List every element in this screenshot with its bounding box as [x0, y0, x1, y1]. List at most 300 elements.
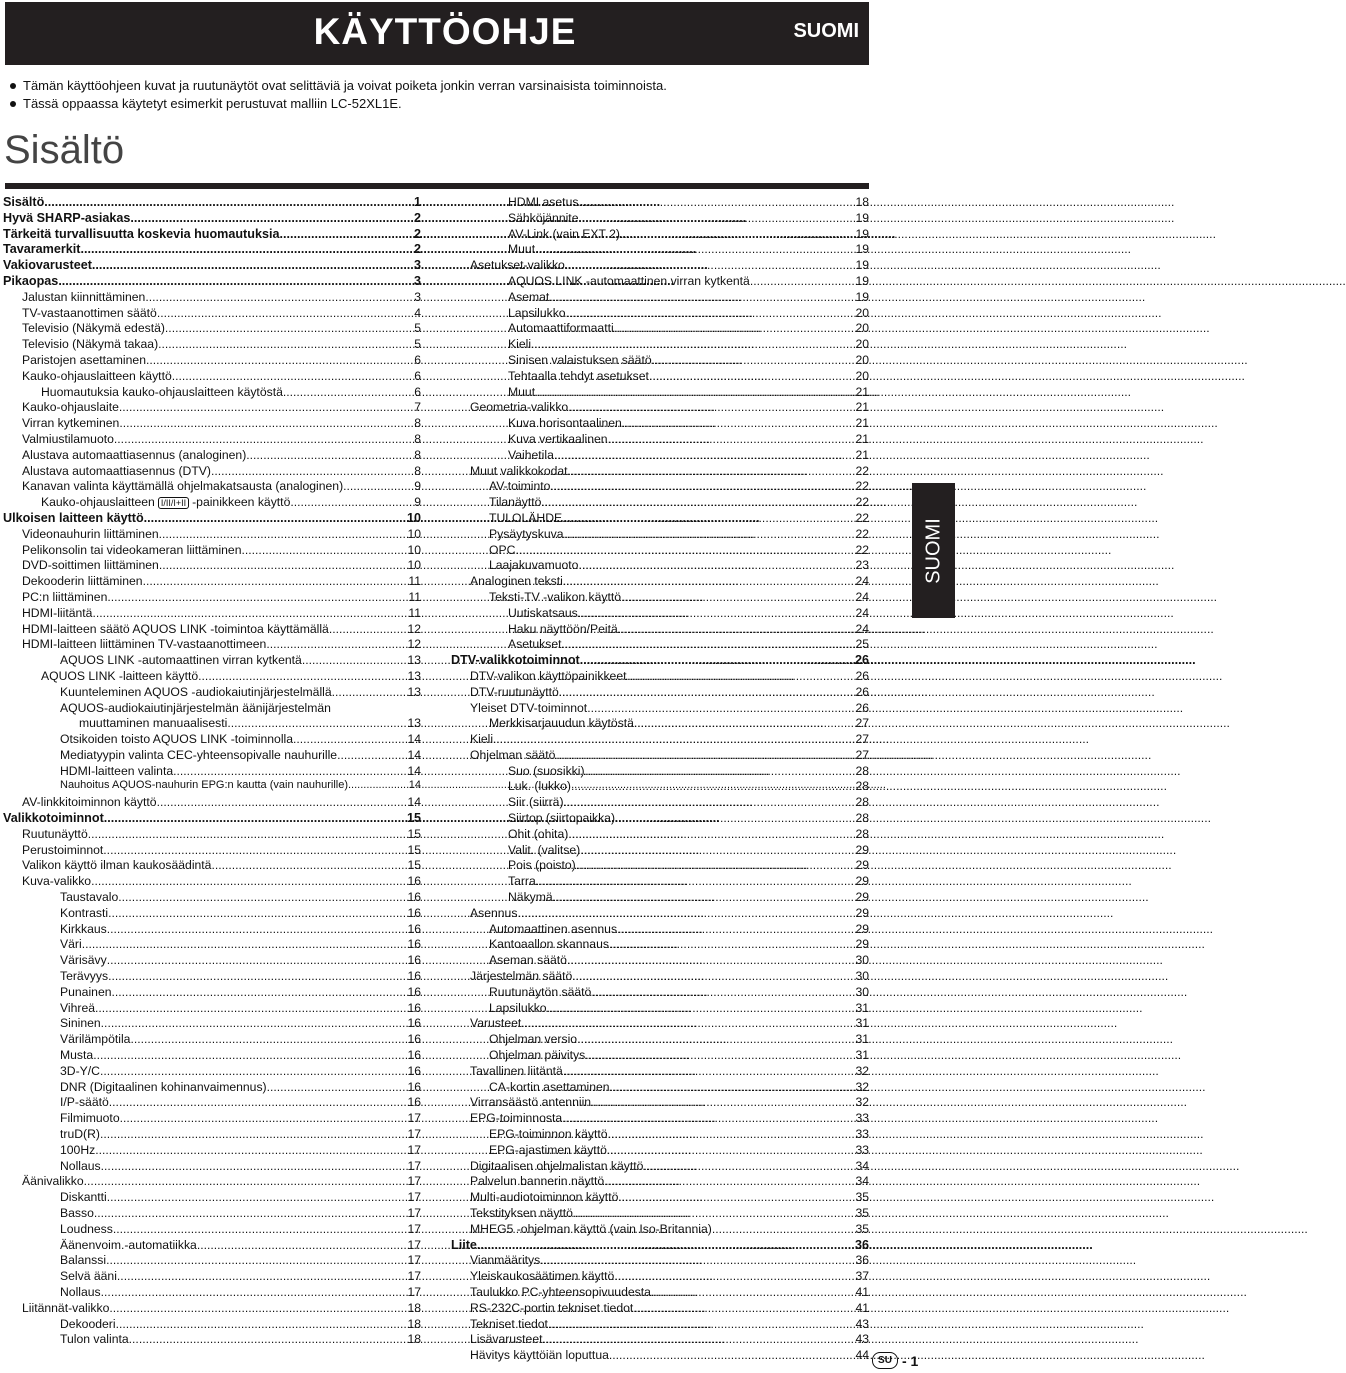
- toc-entry-page: 14: [407, 763, 421, 778]
- toc-leader-dots: [107, 1190, 407, 1204]
- toc-entry-page: 24: [855, 621, 869, 636]
- toc-entry-page: 17: [407, 1206, 421, 1220]
- toc-leader-dots: [114, 432, 413, 446]
- toc-entry-page: 28: [855, 795, 869, 810]
- toc-entry: [3, 1317, 421, 1333]
- toc-leader-dots: [101, 1016, 407, 1030]
- toc-leader-dots: [541, 495, 854, 509]
- toc-entry-page: 11: [408, 605, 421, 620]
- toc-entry-page: 10: [407, 558, 421, 573]
- toc-entry: [3, 416, 421, 432]
- toc-leader-dots: [559, 685, 855, 699]
- toc-leader-dots: [144, 511, 406, 525]
- toc-entry: [451, 827, 869, 843]
- toc-entry-page: 35: [855, 1190, 869, 1205]
- toc-entry-label: AV-Link (vain EXT 2): [508, 226, 620, 241]
- toc-entry-label: Värilämpötila: [60, 1032, 131, 1047]
- toc-entry-label: Virransäästö antenniin: [470, 1095, 592, 1110]
- toc-leader-dots: [101, 1285, 407, 1299]
- toc-leader-dots: [211, 858, 406, 872]
- toc-leader-dots: [580, 653, 854, 667]
- toc-leader-dots: [568, 464, 855, 478]
- toc-entry-page: 21: [855, 400, 869, 415]
- toc-leader-dots: [266, 637, 406, 651]
- toc-entry-label: Asemat: [508, 289, 550, 304]
- toc-entry: [451, 606, 869, 622]
- toc-entry-label: Muut: [508, 242, 536, 257]
- toc-entry-label: Pelikonsolin tai videokameran liittäminen: [22, 542, 242, 557]
- toc-entry-label: Äänivalikko: [22, 1174, 84, 1189]
- toc-entry: [3, 274, 421, 290]
- toc-leader-dots: [614, 1269, 854, 1283]
- toc-entry-label: Äänenvoim.-automatiikka: [60, 1237, 197, 1252]
- toc-leader-dots: [88, 827, 407, 841]
- toc-leader-dots: [227, 716, 406, 730]
- toc-entry-page: 13: [407, 653, 421, 668]
- toc-leader-dots: [130, 211, 413, 225]
- toc-entry-label: Laajakuvamuoto: [489, 558, 579, 573]
- toc-entry: [3, 922, 421, 938]
- toc-leader-dots: [563, 574, 855, 588]
- toc-entry-page: 15: [407, 826, 421, 841]
- toc-entry-page: 16: [407, 937, 421, 952]
- toc-entry-label: Nollaus: [60, 1284, 101, 1299]
- toc-leader-dots: [571, 779, 854, 793]
- toc-entry-page: 22: [855, 542, 869, 557]
- toc-entry: [3, 1206, 421, 1222]
- toc-entry-page: 11: [408, 574, 421, 589]
- toc-column-right: [451, 195, 869, 1364]
- toc-entry-label: Paristojen asettaminen: [22, 352, 146, 367]
- toc-entry-label: Luk. (lukko): [508, 779, 571, 794]
- toc-entry-label: EPG-toiminnon käyttö: [489, 1127, 608, 1142]
- toc-entry-page: 10: [407, 542, 421, 557]
- toc-entry-label: Nauhoitus AQUOS-nauhurin EPG:n kautta (vain nauhurille): [60, 779, 348, 792]
- toc-entry: [3, 606, 421, 622]
- toc-leader-dots: [568, 400, 854, 414]
- toc-entry: [3, 1001, 421, 1017]
- toc-entry: [451, 637, 869, 653]
- toc-entry: [3, 985, 421, 1001]
- toc-entry-label: EPG-toiminnosta: [470, 1111, 563, 1126]
- toc-leader-dots: [146, 353, 413, 367]
- toc-leader-dots: [157, 306, 413, 320]
- toc-leader-dots: [246, 448, 413, 462]
- toc-leader-dots: [521, 1016, 854, 1030]
- toc-entry-label: Hyvä SHARP-asiakas: [3, 210, 131, 225]
- toc-entry-page: 3: [413, 258, 421, 273]
- toc-entry-page: 18: [407, 1332, 421, 1347]
- toc-entry: [3, 937, 421, 953]
- toc-entry-label: Ohit (ohita): [508, 826, 569, 841]
- toc-entry: [451, 400, 869, 416]
- toc-leader-dots: [562, 511, 854, 525]
- toc-leader-dots: [548, 1317, 855, 1331]
- toc-leader-dots: [293, 732, 406, 746]
- toc-entry: [3, 306, 421, 322]
- toc-entry-page: 20: [855, 352, 869, 367]
- toc-leader-dots: [652, 353, 855, 367]
- toc-entry: [451, 1238, 869, 1254]
- toc-entry-page: 16: [407, 1079, 421, 1094]
- toc-entry: [3, 685, 421, 701]
- toc-leader-dots: [651, 1285, 855, 1299]
- toc-leader-dots: [172, 369, 413, 383]
- toc-leader-dots: [576, 858, 855, 872]
- section-title: Sisältö: [4, 128, 125, 172]
- toc-entry-page: 12: [407, 621, 421, 636]
- toc-leader-dots: [109, 1095, 407, 1109]
- toc-leader-dots: [610, 1080, 855, 1094]
- toc-entry-page: 23: [855, 558, 869, 573]
- toc-entry-page: 8: [414, 463, 421, 478]
- toc-entry-label: Videonauhurin liittäminen: [22, 526, 159, 541]
- toc-entry-page: 24: [855, 605, 869, 620]
- toc-leader-dots: [279, 227, 413, 241]
- toc-entry: [3, 1332, 421, 1348]
- toc-entry-label: Balanssi: [60, 1253, 107, 1268]
- toc-entry-label: I/P-säätö: [60, 1095, 109, 1110]
- toc-leader-dots: [649, 369, 855, 383]
- toc-entry-page: 3: [413, 273, 421, 288]
- toc-entry-label: Liite: [451, 1237, 477, 1252]
- toc-entry-label: Terävyys: [60, 969, 109, 984]
- toc-entry: [451, 748, 869, 764]
- toc-leader-dots: [109, 1301, 406, 1315]
- toc-entry-page: 22: [855, 479, 869, 494]
- toc-leader-dots: [536, 874, 855, 888]
- toc-leader-dots: [267, 1080, 407, 1094]
- toc-entry-label: Siirtop (siirtopaikka): [508, 811, 616, 826]
- toc-entry-label: Analoginen teksti: [470, 574, 563, 589]
- toc-leader-dots: [618, 622, 855, 636]
- toc-entry: [3, 400, 421, 416]
- toc-entry-page: 19: [855, 226, 869, 241]
- toc-entry-page: 16: [407, 1063, 421, 1078]
- toc-entry-label: Kuunteleminen AQUOS -audiokaiutinjärjestelmällä: [60, 684, 332, 699]
- audio-mode-button-icon: I/II/I+II: [158, 497, 189, 509]
- toc-entry: [3, 195, 421, 211]
- toc-leader-dots: [101, 1159, 407, 1173]
- toc-leader-dots: [302, 653, 407, 667]
- toc-entry: [3, 732, 421, 748]
- toc-leader-dots: [107, 922, 407, 936]
- toc-entry-label: Yleiset DTV-toiminnot: [470, 700, 588, 715]
- toc-leader-dots: [585, 1048, 854, 1062]
- toc-entry: [451, 416, 869, 432]
- toc-entry: [3, 511, 421, 527]
- toc-entry-label: Pikaopas: [3, 273, 59, 288]
- toc-leader-dots: [92, 258, 413, 272]
- toc-entry-page: 13: [407, 668, 421, 683]
- toc-entry-page: 22: [855, 510, 869, 525]
- toc-entry: [451, 732, 869, 748]
- toc-entry-page: 18: [407, 1316, 421, 1331]
- toc-leader-dots: [547, 1001, 855, 1015]
- toc-entry-page: 17: [407, 1253, 421, 1268]
- language-label: SUOMI: [793, 20, 859, 42]
- toc-entry: [3, 716, 421, 732]
- toc-entry-page: 15: [406, 811, 421, 826]
- toc-leader-dots: [567, 953, 855, 967]
- toc-entry: [451, 764, 869, 780]
- toc-entry: [451, 211, 869, 227]
- toc-entry-label: Taustavalo: [60, 890, 119, 905]
- toc-entry-label: Selvä ääni: [60, 1269, 117, 1284]
- toc-entry-page: 29: [855, 874, 869, 889]
- toc-leader-dots: [93, 1048, 406, 1062]
- toc-leader-dots: [173, 764, 406, 778]
- toc-entry-page: 28: [855, 779, 869, 794]
- toc-entry-page: 17: [407, 1269, 421, 1284]
- toc-entry-label: Tekniset tiedot: [470, 1316, 548, 1331]
- toc-entry-label: Tilanäyttö: [489, 495, 542, 510]
- toc-leader-dots: [535, 242, 854, 256]
- toc-entry: [451, 242, 869, 258]
- toc-entry: [3, 479, 421, 495]
- toc-entry-label: 100Hz: [60, 1142, 96, 1157]
- toc-entry-label: truD(R): [60, 1127, 100, 1142]
- toc-entry-page: 26: [855, 684, 869, 699]
- toc-entry-page: 35: [855, 1221, 869, 1236]
- toc-entry-page: 17: [407, 1190, 421, 1205]
- toc-entry-page: 13: [407, 716, 421, 731]
- document-title: KÄYTTÖOHJE: [313, 11, 577, 52]
- toc-leader-dots: [80, 242, 413, 256]
- toc-entry-label: Järjestelmän säätö: [470, 969, 573, 984]
- toc-leader-dots: [604, 1174, 854, 1188]
- toc-entry-label: Aseman säätö: [489, 953, 567, 968]
- toc-entry-label: Sisältö: [3, 195, 45, 209]
- toc-entry-label: Yleiskaukosäätimen käyttö: [470, 1269, 615, 1284]
- toc-entry: [451, 669, 869, 685]
- toc-entry-label: Lisävarusteet: [470, 1332, 543, 1347]
- toc-leader-dots: [329, 622, 407, 636]
- toc-leader-dots: [621, 590, 854, 604]
- toc-entry-page: 10: [406, 510, 421, 525]
- toc-entry: [451, 385, 869, 401]
- toc-entry: [451, 1206, 869, 1222]
- toc-entry: [3, 290, 421, 306]
- toc-entry: [3, 1269, 421, 1285]
- toc-leader-dots: [617, 922, 854, 936]
- toc-leader-dots: [108, 969, 406, 983]
- toc-entry-label: Lapsilukko: [508, 305, 566, 320]
- toc-entry-label: Tärkeitä turvallisuutta koskevia huomautuksia: [3, 226, 280, 241]
- toc-leader-dots: [549, 290, 854, 304]
- toc-entry-label: muuttaminen manuaalisesti: [79, 716, 228, 731]
- toc-entry: [451, 1285, 869, 1301]
- toc-entry: [3, 843, 421, 859]
- toc-leader-dots: [107, 590, 407, 604]
- toc-entry: [451, 464, 869, 480]
- toc-entry-page: 26: [854, 653, 869, 668]
- toc-leader-dots: [129, 1332, 407, 1346]
- toc-entry: [451, 779, 869, 795]
- toc-entry: [451, 843, 869, 859]
- toc-entry: [3, 321, 421, 337]
- toc-entry: [451, 1222, 869, 1238]
- toc-entry-page: 17: [407, 1111, 421, 1126]
- toc-entry: [3, 1301, 421, 1317]
- toc-entry-label: Tarra: [508, 874, 536, 889]
- toc-entry: [451, 937, 869, 953]
- toc-leader-dots: [165, 321, 413, 335]
- toc-entry: [451, 479, 869, 495]
- toc-entry-page: 31: [855, 1032, 869, 1047]
- toc-entry: [3, 1253, 421, 1269]
- toc-entry-label: Musta: [60, 1048, 94, 1063]
- toc-leader-dots: [106, 1253, 406, 1267]
- toc-entry-label: HDMI-laitteen liittäminen TV-vastaanottimeen: [22, 637, 267, 652]
- toc-leader-dots: [145, 290, 413, 304]
- toc-entry-page: 26: [855, 700, 869, 715]
- toc-entry-label: Varusteet: [470, 1016, 522, 1031]
- toc-entry-label: Valit. (valitse): [508, 842, 581, 857]
- toc-leader-dots: [618, 1190, 854, 1204]
- toc-entry: [3, 953, 421, 969]
- toc-entry: [451, 195, 869, 211]
- toc-entry-label: Kuva-valikko: [22, 874, 92, 889]
- toc-entry-page: 20: [855, 337, 869, 352]
- toc-entry-page: 34: [855, 1174, 869, 1189]
- toc-entry-page: 16: [407, 921, 421, 936]
- toc-entry-page: 35: [855, 1206, 869, 1220]
- toc-entry-label: Dekooderi: [60, 1316, 116, 1331]
- language-side-tab: [912, 483, 955, 618]
- toc-entry-page: 10: [407, 526, 421, 541]
- toc-entry: [451, 653, 869, 669]
- toc-entry-page: 15: [407, 842, 421, 857]
- toc-leader-dots: [578, 558, 854, 572]
- toc-leader-dots: [608, 432, 855, 446]
- toc-leader-dots: [609, 937, 855, 951]
- toc-entry: [451, 1048, 869, 1064]
- toc-entry-label: Filmimuoto: [60, 1111, 120, 1126]
- toc-entry-label: Tekstityksen näyttö: [470, 1206, 573, 1220]
- toc-entry: [3, 1080, 421, 1096]
- toc-leader-dots: [95, 1001, 406, 1015]
- toc-entry-label: EPG-ajastimen käyttö: [489, 1142, 607, 1157]
- toc-entry-page: 18: [855, 195, 869, 209]
- toc-leader-dots: [554, 448, 855, 462]
- toc-entry-label: Nollaus: [60, 1158, 101, 1173]
- toc-entry-page: 19: [855, 273, 869, 288]
- toc-entry-page: 8: [414, 416, 421, 431]
- toc-entry-page: 16: [407, 1000, 421, 1015]
- toc-leader-dots: [82, 937, 407, 951]
- toc-entry: [3, 653, 421, 669]
- toc-entry-label: Multi-audiotoiminnon käyttö: [470, 1190, 619, 1205]
- toc-entry-page: 16: [407, 1095, 421, 1110]
- toc-leader-dots: [119, 416, 413, 430]
- toc-entry-page: 14: [407, 732, 421, 747]
- toc-entry-label: Ruutunäytön säätö: [489, 984, 592, 999]
- toc-entry-page: 13: [407, 684, 421, 699]
- toc-entry-page: 36: [854, 1237, 869, 1252]
- toc-entry: [3, 1222, 421, 1238]
- toc-entry: [451, 448, 869, 464]
- toc-entry: [3, 543, 421, 559]
- toc-leader-dots: [634, 716, 854, 730]
- toc-leader-dots: [283, 385, 413, 399]
- toc-entry-label: Kauko-ohjauslaitteen: [41, 495, 155, 510]
- toc-entry-page: 17: [407, 1221, 421, 1236]
- toc-entry-page: 30: [855, 969, 869, 984]
- toc-entry: [451, 858, 869, 874]
- toc-entry: [451, 906, 869, 922]
- toc-entry: [451, 1064, 869, 1080]
- toc-entry: [451, 969, 869, 985]
- toc-entry-page: 25: [855, 637, 869, 652]
- toc-entry: [3, 495, 421, 511]
- toc-entry-page: 16: [407, 953, 421, 968]
- toc-entry: [3, 1127, 421, 1143]
- toc-entry-page: 29: [855, 842, 869, 857]
- toc-entry-page: 32: [855, 1095, 869, 1110]
- toc-entry-label: Ulkoisen laitteen käyttö: [3, 510, 144, 525]
- toc-entry-label: Ohjelman säätö: [470, 747, 556, 762]
- toc-entry: [451, 369, 869, 385]
- side-tab-label: SUOMI: [922, 517, 944, 584]
- toc-entry-label: Kuva horisontaalinen: [508, 416, 622, 431]
- toc-entry-label: DTV-valikon käyttöpainikkeet: [470, 668, 627, 683]
- toc-entry: [451, 1032, 869, 1048]
- toc-entry: [451, 321, 869, 337]
- toc-entry: [3, 1238, 421, 1254]
- toc-leader-dots: [290, 495, 413, 509]
- toc-entry: [451, 1016, 869, 1032]
- toc-entry-label: 3D-Y/C: [60, 1063, 100, 1078]
- page-number-label: - 1: [902, 1352, 919, 1369]
- toc-entry-label: Värisävy: [60, 953, 107, 968]
- toc-leader-dots: [555, 748, 854, 762]
- toc-entry: [3, 258, 421, 274]
- toc-entry-page: 22: [855, 526, 869, 541]
- toc-entry-label: Kuva vertikaalinen: [508, 431, 608, 446]
- toc-leader-dots: [107, 953, 407, 967]
- toc-entry-label: Tulon valinta: [60, 1332, 129, 1347]
- toc-entry-label: Muut valikkokodat: [470, 463, 568, 478]
- toc-entry-label: Televisio (Näkymä edestä): [22, 321, 165, 336]
- toc-leader-dots: [564, 795, 855, 809]
- toc-entry-label: DTV-ruutunäyttö: [470, 684, 559, 699]
- toc-leader-dots: [100, 1127, 406, 1141]
- toc-entry-label: Haku näyttöön/Peitä: [508, 621, 618, 636]
- toc-leader-dots: [120, 1111, 407, 1125]
- toc-entry: [3, 1174, 421, 1190]
- toc-entry-page: 14: [408, 779, 421, 792]
- toc-entry-label: Vihreä: [60, 1000, 96, 1015]
- toc-entry-label: Televisio (Näkymä takaa): [22, 337, 159, 352]
- toc-entry-page: 22: [855, 495, 869, 510]
- toc-entry-label: Kauko-ohjauslaitteen käyttö: [22, 368, 172, 383]
- toc-entry: [451, 1269, 869, 1285]
- toc-leader-dots: [578, 195, 854, 209]
- toc-entry-page: 9: [414, 479, 421, 494]
- toc-entry-label: Basso: [60, 1206, 94, 1220]
- toc-entry-page: 16: [407, 1016, 421, 1031]
- toc-entry-page: 6: [414, 352, 421, 367]
- toc-entry-label: Alustava automaattiasennus (analoginen): [22, 447, 247, 462]
- toc-entry: [3, 969, 421, 985]
- toc-entry-page: 24: [855, 589, 869, 604]
- toc-entry-page: 27: [855, 732, 869, 747]
- toc-entry-label: Suo (suosikki): [508, 763, 585, 778]
- toc-entry-label: Uutiskatsaus: [508, 605, 578, 620]
- toc-entry: [3, 1016, 421, 1032]
- toc-entry: [451, 1080, 869, 1096]
